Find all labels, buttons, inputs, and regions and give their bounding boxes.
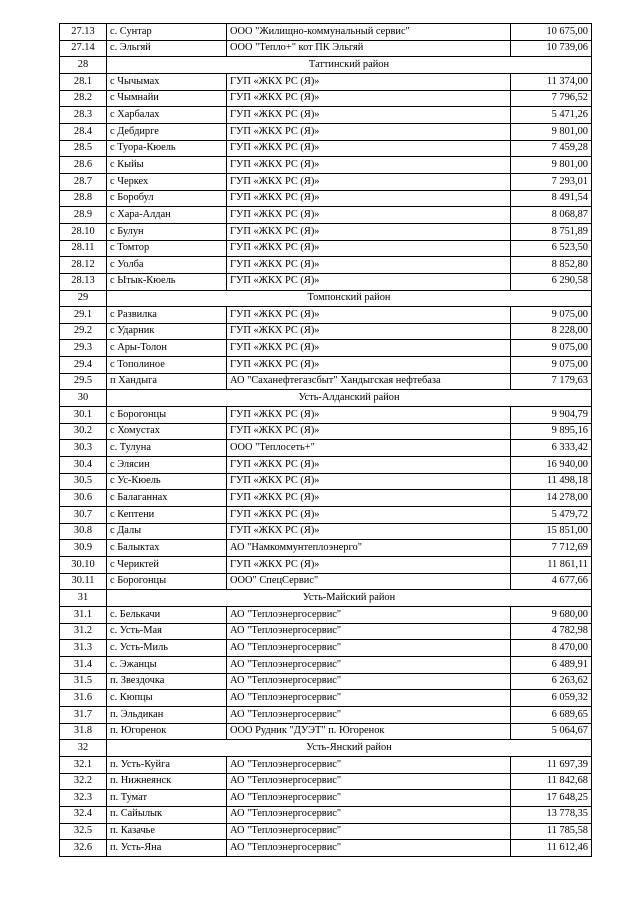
table-row — [60, 840, 592, 857]
organization-name: АО "Теплоэнергосервис" — [227, 656, 511, 673]
organization-name: АО "Теплоэнергосервис" — [227, 606, 511, 623]
table-row — [60, 756, 592, 773]
settlement-name: с. Эжанцы — [107, 656, 227, 673]
settlement-name: с Харбалах — [107, 107, 227, 124]
tariff-value: 8 852,80 — [511, 257, 592, 274]
district-number: 31 — [60, 590, 107, 607]
table-row — [60, 190, 592, 207]
table-row — [60, 257, 592, 274]
settlement-name: с Развилка — [107, 307, 227, 324]
organization-name: ГУП «ЖКХ РС (Я)» — [227, 73, 511, 90]
row-number: 28.3 — [60, 107, 107, 124]
settlement-name: с Черкех — [107, 173, 227, 190]
tariff-value: 11 861,11 — [511, 557, 592, 574]
tariff-value: 8 068,87 — [511, 207, 592, 224]
tariff-value: 10 739,06 — [511, 40, 592, 57]
settlement-name: п. Сайылык — [107, 806, 227, 823]
table-row — [60, 123, 592, 140]
settlement-name: с Элясин — [107, 457, 227, 474]
row-number: 30.11 — [60, 573, 107, 590]
table-row — [60, 673, 592, 690]
settlement-name: с Булун — [107, 223, 227, 240]
settlement-name: п. Нижнеянск — [107, 773, 227, 790]
settlement-name: с Кыйы — [107, 157, 227, 174]
settlement-name: с Балаганнах — [107, 490, 227, 507]
settlement-name: с Хара-Алдан — [107, 207, 227, 224]
settlement-name: с Тополиное — [107, 357, 227, 374]
tariff-value: 7 293,01 — [511, 173, 592, 190]
table-row — [60, 107, 592, 124]
organization-name: ГУП «ЖКХ РС (Я)» — [227, 490, 511, 507]
table-row — [60, 73, 592, 90]
table-row — [60, 773, 592, 790]
tariff-value: 9 075,00 — [511, 307, 592, 324]
row-number: 28.5 — [60, 140, 107, 157]
tariff-value: 6 290,58 — [511, 273, 592, 290]
organization-name: ООО "Теплосеть+" — [227, 440, 511, 457]
tariff-value: 8 228,00 — [511, 323, 592, 340]
district-header-row — [60, 390, 592, 407]
tariff-value: 9 075,00 — [511, 357, 592, 374]
tariff-value: 6 333,42 — [511, 440, 592, 457]
table-row — [60, 706, 592, 723]
organization-name: ГУП «ЖКХ РС (Я)» — [227, 407, 511, 424]
table-row — [60, 507, 592, 524]
organization-name: ГУП «ЖКХ РС (Я)» — [227, 473, 511, 490]
tariff-value: 11 785,58 — [511, 823, 592, 840]
table-row — [60, 557, 592, 574]
row-number: 31.8 — [60, 723, 107, 740]
organization-name: ГУП «ЖКХ РС (Я)» — [227, 457, 511, 474]
table-row — [60, 623, 592, 640]
tariff-value: 8 751,89 — [511, 223, 592, 240]
table-row — [60, 273, 592, 290]
table-row — [60, 140, 592, 157]
tariff-value: 6 059,32 — [511, 690, 592, 707]
row-number: 32.4 — [60, 806, 107, 823]
tariff-value: 9 904,79 — [511, 407, 592, 424]
tariff-value: 15 851,00 — [511, 523, 592, 540]
district-title: Усть-Янский район — [107, 740, 592, 757]
table-row — [60, 357, 592, 374]
row-number: 28.8 — [60, 190, 107, 207]
tariff-value: 5 471,26 — [511, 107, 592, 124]
organization-name: ГУП «ЖКХ РС (Я)» — [227, 140, 511, 157]
tariff-value: 7 459,28 — [511, 140, 592, 157]
row-number: 31.3 — [60, 640, 107, 657]
settlement-name: с Уолба — [107, 257, 227, 274]
row-number: 29.5 — [60, 373, 107, 390]
organization-name: АО "Теплоэнергосервис" — [227, 790, 511, 807]
table-row — [60, 24, 592, 41]
settlement-name: с Ытык-Кюель — [107, 273, 227, 290]
row-number: 30.10 — [60, 557, 107, 574]
settlement-name: с Кептени — [107, 507, 227, 524]
organization-name: ГУП «ЖКХ РС (Я)» — [227, 107, 511, 124]
organization-name: ГУП «ЖКХ РС (Я)» — [227, 423, 511, 440]
row-number: 27.13 — [60, 24, 107, 41]
organization-name: ГУП «ЖКХ РС (Я)» — [227, 123, 511, 140]
row-number: 32.2 — [60, 773, 107, 790]
organization-name: ГУП «ЖКХ РС (Я)» — [227, 257, 511, 274]
tariff-value: 9 801,00 — [511, 157, 592, 174]
organization-name: АО "Теплоэнергосервис" — [227, 623, 511, 640]
organization-name: ГУП «ЖКХ РС (Я)» — [227, 557, 511, 574]
row-number: 31.1 — [60, 606, 107, 623]
settlement-name: с. Белькачи — [107, 606, 227, 623]
tariff-table — [59, 23, 592, 857]
organization-name: АО "Саханефтегазсбыт" Хандыгская нефтебаза — [227, 373, 511, 390]
row-number: 30.5 — [60, 473, 107, 490]
table-row — [60, 690, 592, 707]
tariff-value: 6 689,65 — [511, 706, 592, 723]
organization-name: ГУП «ЖКХ РС (Я)» — [227, 223, 511, 240]
table-body — [60, 24, 592, 857]
district-title: Таттинский район — [107, 57, 592, 74]
table-row — [60, 407, 592, 424]
district-header-row — [60, 290, 592, 307]
row-number: 30.8 — [60, 523, 107, 540]
organization-name: ГУП «ЖКХ РС (Я)» — [227, 357, 511, 374]
settlement-name: с. Кюпцы — [107, 690, 227, 707]
district-number: 32 — [60, 740, 107, 757]
district-header-row — [60, 590, 592, 607]
tariff-value: 11 498,18 — [511, 473, 592, 490]
settlement-name: с Ударник — [107, 323, 227, 340]
settlement-name: п Хандыга — [107, 373, 227, 390]
settlement-name: п. Тумат — [107, 790, 227, 807]
tariff-value: 7 712,69 — [511, 540, 592, 557]
district-number: 30 — [60, 390, 107, 407]
tariff-value: 10 675,00 — [511, 24, 592, 41]
table-row — [60, 523, 592, 540]
table-row — [60, 540, 592, 557]
row-number: 28.4 — [60, 123, 107, 140]
settlement-name: с Боробул — [107, 190, 227, 207]
tariff-value: 7 179,63 — [511, 373, 592, 390]
table-row — [60, 723, 592, 740]
table-row — [60, 240, 592, 257]
tariff-value: 4 782,98 — [511, 623, 592, 640]
tariff-value: 9 075,00 — [511, 340, 592, 357]
organization-name: ООО "Тепло+" кот ПК Эльгяй — [227, 40, 511, 57]
organization-name: АО "Теплоэнергосервис" — [227, 840, 511, 857]
tariff-value: 9 680,00 — [511, 606, 592, 623]
table-row — [60, 790, 592, 807]
row-number: 28.7 — [60, 173, 107, 190]
settlement-name: с. Эльгяй — [107, 40, 227, 57]
settlement-name: с Борогонцы — [107, 407, 227, 424]
organization-name: ГУП «ЖКХ РС (Я)» — [227, 340, 511, 357]
tariff-value: 9 895,16 — [511, 423, 592, 440]
table-row — [60, 806, 592, 823]
tariff-value: 16 940,00 — [511, 457, 592, 474]
table-row — [60, 157, 592, 174]
organization-name: ГУП «ЖКХ РС (Я)» — [227, 190, 511, 207]
settlement-name: с. Усть-Мая — [107, 623, 227, 640]
table-row — [60, 423, 592, 440]
organization-name: ГУП «ЖКХ РС (Я)» — [227, 240, 511, 257]
row-number: 30.2 — [60, 423, 107, 440]
tariff-value: 6 263,62 — [511, 673, 592, 690]
table-row — [60, 307, 592, 324]
row-number: 29.4 — [60, 357, 107, 374]
district-number: 28 — [60, 57, 107, 74]
tariff-value: 11 374,00 — [511, 73, 592, 90]
table-row — [60, 207, 592, 224]
organization-name: ГУП «ЖКХ РС (Я)» — [227, 323, 511, 340]
organization-name: АО "Теплоэнергосервис" — [227, 690, 511, 707]
row-number: 28.12 — [60, 257, 107, 274]
settlement-name: с Чериктей — [107, 557, 227, 574]
row-number: 31.7 — [60, 706, 107, 723]
tariff-value: 11 842,68 — [511, 773, 592, 790]
row-number: 31.2 — [60, 623, 107, 640]
district-title: Усть-Алданский район — [107, 390, 592, 407]
row-number: 30.3 — [60, 440, 107, 457]
tariff-value: 11 697,39 — [511, 756, 592, 773]
settlement-name: п. Звездочка — [107, 673, 227, 690]
tariff-value: 9 801,00 — [511, 123, 592, 140]
tariff-value: 8 470,00 — [511, 640, 592, 657]
row-number: 30.6 — [60, 490, 107, 507]
row-number: 29.3 — [60, 340, 107, 357]
row-number: 32.6 — [60, 840, 107, 857]
row-number: 28.10 — [60, 223, 107, 240]
district-header-row — [60, 740, 592, 757]
settlement-name: п. Казачье — [107, 823, 227, 840]
row-number: 31.5 — [60, 673, 107, 690]
table-row — [60, 640, 592, 657]
row-number: 30.9 — [60, 540, 107, 557]
settlement-name: с Борогонцы — [107, 573, 227, 590]
settlement-name: с Ус-Кюель — [107, 473, 227, 490]
settlement-name: с Хомустах — [107, 423, 227, 440]
organization-name: ГУП «ЖКХ РС (Я)» — [227, 90, 511, 107]
row-number: 28.11 — [60, 240, 107, 257]
tariff-value: 14 278,00 — [511, 490, 592, 507]
tariff-value: 6 523,50 — [511, 240, 592, 257]
organization-name: АО "Теплоэнергосервис" — [227, 773, 511, 790]
table-row — [60, 373, 592, 390]
table-row — [60, 173, 592, 190]
district-header-row — [60, 57, 592, 74]
organization-name: АО "Теплоэнергосервис" — [227, 823, 511, 840]
table-row — [60, 40, 592, 57]
row-number: 28.2 — [60, 90, 107, 107]
organization-name: ГУП «ЖКХ РС (Я)» — [227, 307, 511, 324]
organization-name: ООО "Жилищно-коммунальный сервис" — [227, 24, 511, 41]
row-number: 30.1 — [60, 407, 107, 424]
tariff-value: 7 796,52 — [511, 90, 592, 107]
settlement-name: п. Эльдикан — [107, 706, 227, 723]
row-number: 32.3 — [60, 790, 107, 807]
organization-name: ГУП «ЖКХ РС (Я)» — [227, 507, 511, 524]
table-row — [60, 656, 592, 673]
tariff-value: 13 778,35 — [511, 806, 592, 823]
row-number: 28.9 — [60, 207, 107, 224]
settlement-name: с. Сунтар — [107, 24, 227, 41]
table-row — [60, 573, 592, 590]
row-number: 32.5 — [60, 823, 107, 840]
settlement-name: п. Югоренок — [107, 723, 227, 740]
organization-name: ГУП «ЖКХ РС (Я)» — [227, 523, 511, 540]
district-number: 29 — [60, 290, 107, 307]
district-title: Томпонский район — [107, 290, 592, 307]
tariff-value: 5 479,72 — [511, 507, 592, 524]
organization-name: АО "Теплоэнергосервис" — [227, 640, 511, 657]
table-row — [60, 473, 592, 490]
settlement-name: с. Тулуна — [107, 440, 227, 457]
settlement-name: с Далы — [107, 523, 227, 540]
tariff-value: 5 064,67 — [511, 723, 592, 740]
row-number: 28.6 — [60, 157, 107, 174]
tariff-value: 17 648,25 — [511, 790, 592, 807]
table-row — [60, 823, 592, 840]
table-row — [60, 340, 592, 357]
table-row — [60, 606, 592, 623]
tariff-value: 6 489,91 — [511, 656, 592, 673]
table-row — [60, 490, 592, 507]
table-row — [60, 323, 592, 340]
settlement-name: п. Усть-Яна — [107, 840, 227, 857]
organization-name: АО "Намкоммунтеплоэнерго" — [227, 540, 511, 557]
row-number: 31.4 — [60, 656, 107, 673]
settlement-name: с Ары-Толон — [107, 340, 227, 357]
row-number: 30.4 — [60, 457, 107, 474]
row-number: 28.13 — [60, 273, 107, 290]
table-row — [60, 440, 592, 457]
organization-name: ГУП «ЖКХ РС (Я)» — [227, 207, 511, 224]
settlement-name: с. Усть-Миль — [107, 640, 227, 657]
row-number: 28.1 — [60, 73, 107, 90]
table-row — [60, 457, 592, 474]
organization-name: ООО Рудник "ДУЭТ" п. Югоренок — [227, 723, 511, 740]
settlement-name: с Чымнайи — [107, 90, 227, 107]
tariff-value: 11 612,46 — [511, 840, 592, 857]
row-number: 29.1 — [60, 307, 107, 324]
tariff-value: 4 677,66 — [511, 573, 592, 590]
row-number: 32.1 — [60, 756, 107, 773]
organization-name: АО "Теплоэнергосервис" — [227, 673, 511, 690]
row-number: 27.14 — [60, 40, 107, 57]
settlement-name: с Балыктах — [107, 540, 227, 557]
organization-name: ГУП «ЖКХ РС (Я)» — [227, 173, 511, 190]
organization-name: АО "Теплоэнергосервис" — [227, 806, 511, 823]
organization-name: ГУП «ЖКХ РС (Я)» — [227, 157, 511, 174]
table-row — [60, 90, 592, 107]
organization-name: АО "Теплоэнергосервис" — [227, 756, 511, 773]
settlement-name: п. Усть-Куйга — [107, 756, 227, 773]
organization-name: АО "Теплоэнергосервис" — [227, 706, 511, 723]
tariff-value: 8 491,54 — [511, 190, 592, 207]
settlement-name: с Чычымах — [107, 73, 227, 90]
organization-name: ООО" СпецСервис" — [227, 573, 511, 590]
settlement-name: с Туора-Кюель — [107, 140, 227, 157]
settlement-name: с Томтор — [107, 240, 227, 257]
row-number: 31.6 — [60, 690, 107, 707]
district-title: Усть-Майский район — [107, 590, 592, 607]
table-row — [60, 223, 592, 240]
settlement-name: с Дебдирге — [107, 123, 227, 140]
organization-name: ГУП «ЖКХ РС (Я)» — [227, 273, 511, 290]
row-number: 29.2 — [60, 323, 107, 340]
row-number: 30.7 — [60, 507, 107, 524]
